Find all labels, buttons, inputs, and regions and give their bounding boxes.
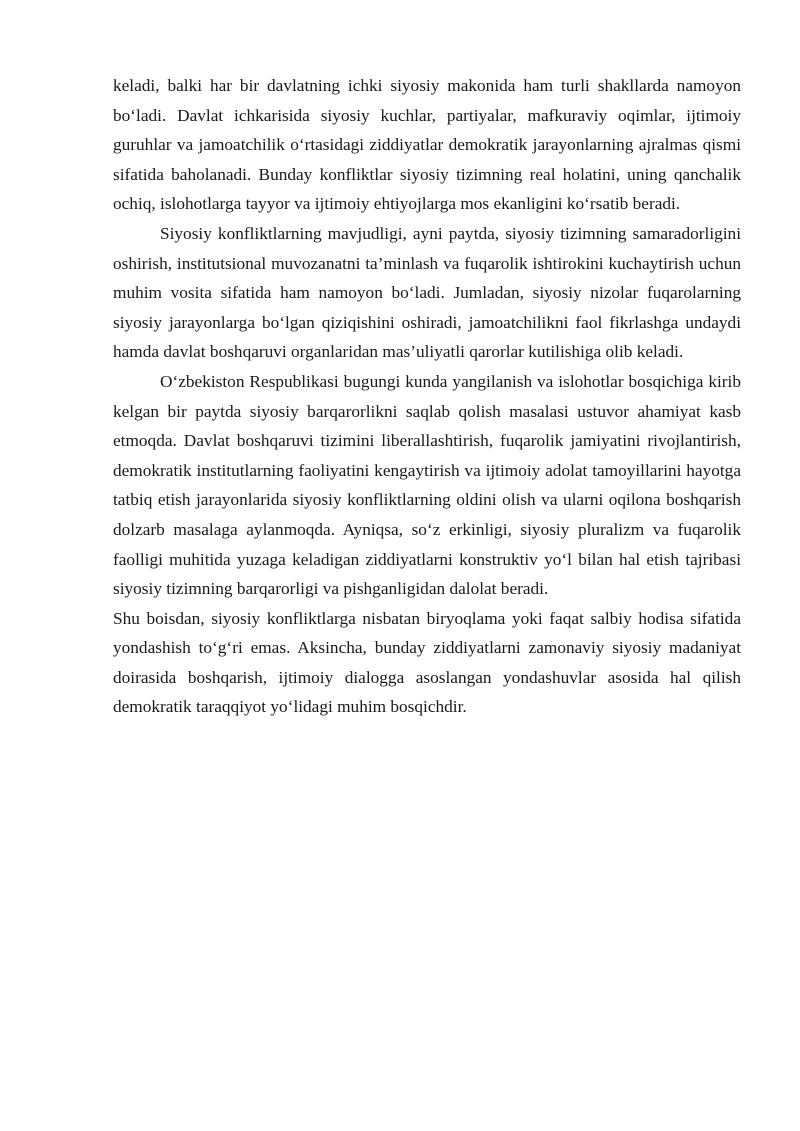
document-body <box>113 71 741 722</box>
paragraph-uzbekistan-reforms: O‘zbekiston Respublikasi bugungi kunda yangilanish va islohotlar bosqichiga kirib kelgan bir paytda siyosiy barqarorlikni saqlab qolish masalasi ustuvor ahamiyat kasb etmoqda. Davlat boshqaruvi tizimini liberallashtirish, fuqarolik jamiyatini rivojlantirish, demokratik institutlarning faoliyatini kengaytirish va ijtimoiy adolat tamoyillarini hayotga tatbiq etish jarayonlarida siyosiy konfliktlarning oldini olish va ularni oqilona boshqarish dolzarb masalaga aylanmoqda. Ayniqsa, so‘z erkinligi, siyosiy pluralizm va fuqarolik faolligi muhitida yuzaga keladigan ziddiyatlarni konstruktiv yo‘l bilan hal etish tajribasi siyosiy tizimning barqarorligi va pishganligidan dalolat beradi. <box>113 371 741 599</box>
paragraph-conflicts-existence: Siyosiy konfliktlarning mavjudligi, ayni paytda, siyosiy tizimning samaradorligini oshirish, institutsional muvozanatni ta’minlash va fuqarolik ishtirokini kuchaytirish uchun muhim vosita sifatida ham namoyon bo‘ladi. Jumladan, siyosiy nizolar fuqarolarning siyosiy jarayonlarga bo‘lgan qiziqishini oshiradi, jamoatchilikni faol fikrlashga undaydi hamda davlat boshqaruvi organlaridan mas’uliyatli qarorlar kutilishiga olib keladi. <box>113 223 741 362</box>
paragraph-continuation: keladi, balki har bir davlatning ichki siyosiy makonida ham turli shakllarda namoyon bo‘ladi. Davlat ichkarisida siyosiy kuchlar, partiyalar, mafkuraviy oqimlar, ijtimoiy guruhlar va jamoatchilik o‘rtasidagi ziddiyatlar demokratik jarayonlarning ajralmas qismi sifatida baholanadi. Bunday konfliktlar siyosiy tizimning real holatini, uning qanchalik ochiq, islohotlarga tayyor va ijtimoiy ehtiyojlarga mos ekanligini ko‘rsatib beradi. <box>113 76 741 214</box>
paragraph-conclusion: Shu boisdan, siyosiy konfliktlarga nisbatan biryoqlama yoki faqat salbiy hodisa sifatida yondashish to‘g‘ri emas. Aksincha, bunday ziddiyatlarni zamonaviy siyosiy madaniyat doirasida boshqarish, ijtimoiy dialogga asoslangan yondashuvlar asosida hal qilish demokratik taraqqiyot yo‘lidagi muhim bosqichdir. <box>113 608 741 717</box>
